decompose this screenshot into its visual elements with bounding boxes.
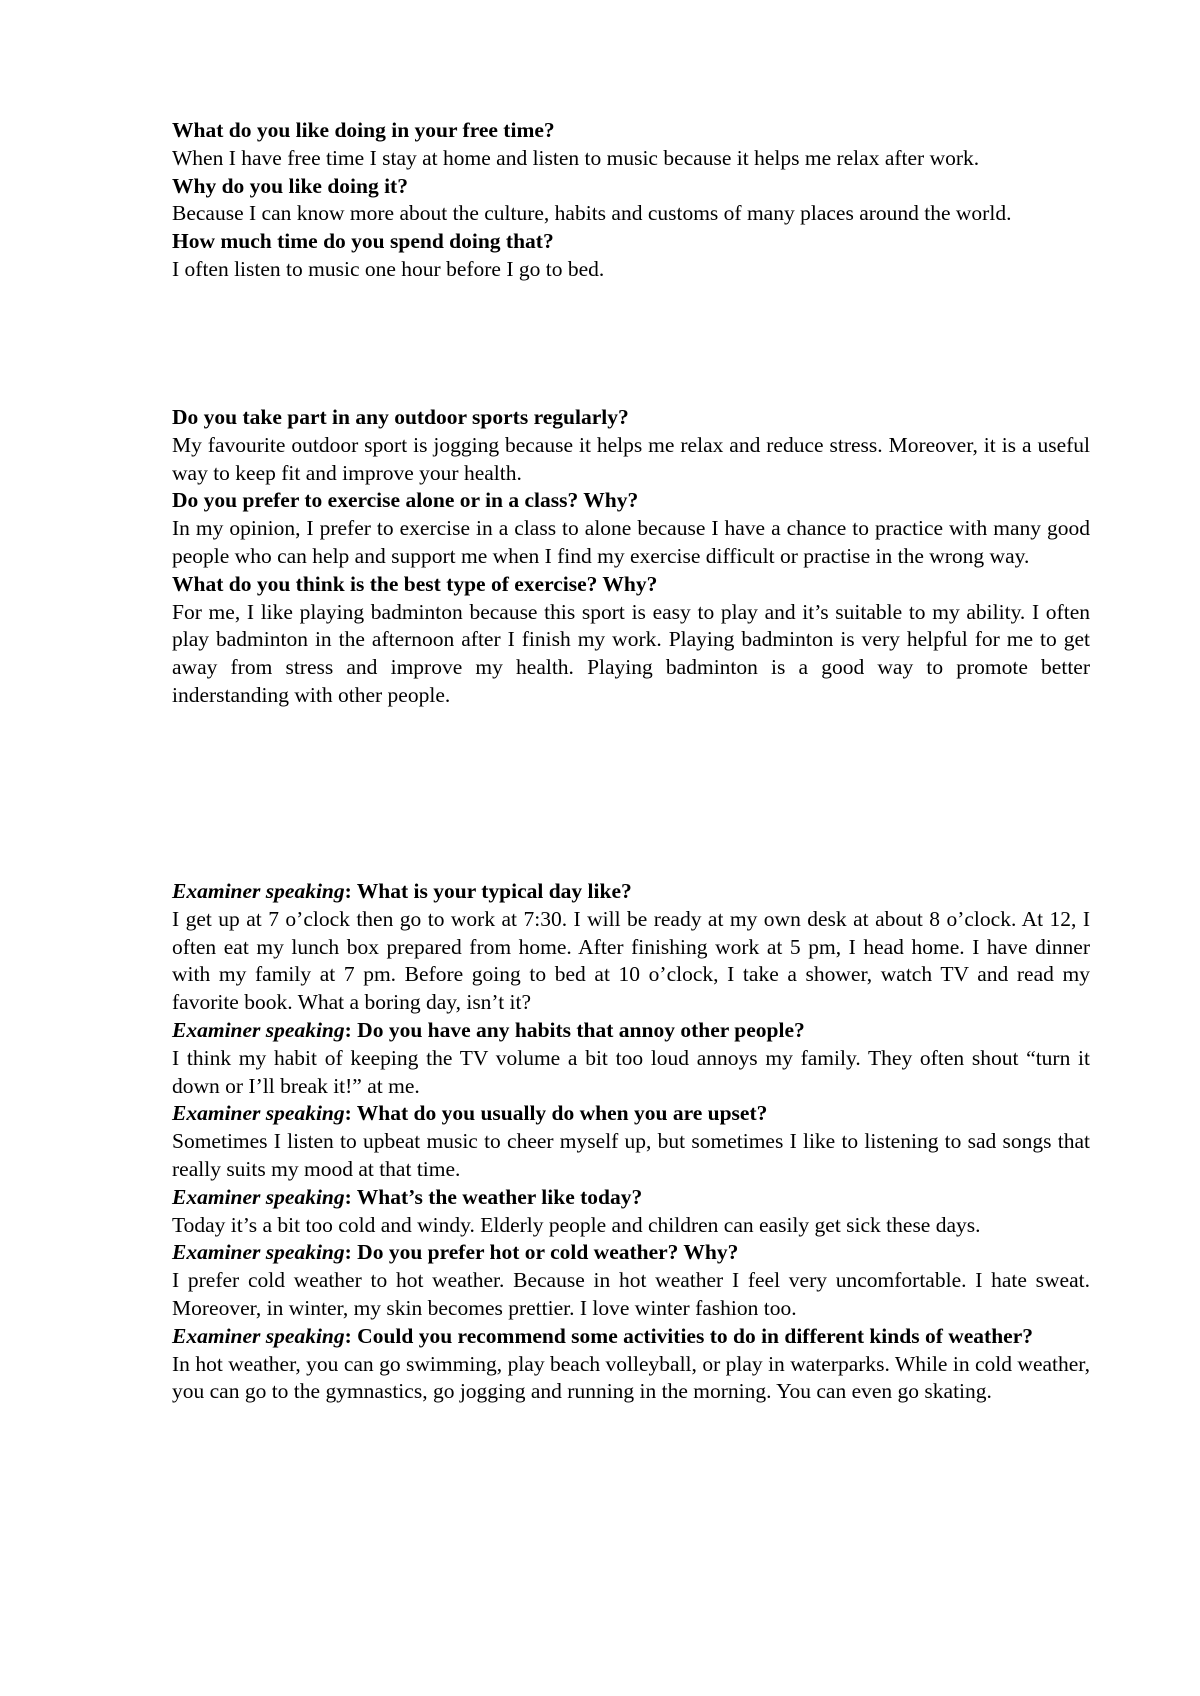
speaker-label: Examiner speaking (172, 1184, 345, 1209)
examiner-question (172, 878, 1090, 906)
question: What do you like doing in your free time? (172, 118, 555, 142)
answer: I get up at 7 o’clock then go to work at 7:30. I will be ready at my own desk at about 8 o’clock. At 12, I often eat my lunch box prepared from home. After finishing work at 5 pm, I head home. I have dinner with my family at 7 pm. Before going to bed at 10 o’clock, I take a shower, watch TV and read my favorite book. What a boring day, isn’t it? (172, 906, 1090, 1015)
examiner-question (172, 1239, 1090, 1267)
examiner-question (172, 1100, 1090, 1128)
answer: Because I can know more about the culture, habits and customs of many places around the world. (172, 201, 1012, 226)
speaker-label: Examiner speaking (172, 1323, 345, 1348)
examiner-question (172, 1184, 1090, 1212)
question: Why do you like doing it? (172, 173, 408, 198)
free-time-section (172, 117, 1090, 284)
separator: : (344, 1017, 358, 1042)
question: Do you prefer to exercise alone or in a class? Why? (172, 488, 639, 513)
answer: Today it’s a bit too cold and windy. Elderly people and children can easily get sick these days. (172, 1212, 981, 1237)
answer: I think my habit of keeping the TV volume a bit too loud annoys my family. They often shout “turn it down or I’ll break it!” at me. (172, 1045, 1090, 1098)
question-text: Do you have any habits that annoy other people? (357, 1017, 805, 1042)
answer: For me, I like playing badminton because this sport is easy to play and it’s suitable to my ability. I often play badminton in the afternoon after I finish my work. Playing badminton is very helpful for me to get away from stress and improve my health. Playing badminton is a good way to promote better inderstanding with other people. (172, 599, 1090, 707)
question-text: What do you usually do when you are upset? (356, 1101, 768, 1126)
answer: I prefer cold weather to hot weather. Because in hot weather I feel very uncomfortable. I hate sweat. Moreover, in winter, my skin becomes prettier. I love winter fashion too. (172, 1268, 1090, 1320)
question: How much time do you spend doing that? (172, 229, 554, 254)
question-text: Do you prefer hot or cold weather? Why? (357, 1240, 739, 1265)
speaker-label: Examiner speaking (172, 1240, 345, 1265)
separator: : (344, 1101, 357, 1126)
examiner-question (172, 1017, 1090, 1045)
separator: : (344, 1323, 358, 1348)
speaker-label: Examiner speaking (172, 1101, 345, 1126)
separator: : (344, 1184, 357, 1209)
examiner-section (172, 878, 1090, 1406)
speaker-label: Examiner speaking (172, 879, 345, 903)
question: What do you think is the best type of exercise? Why? (172, 571, 658, 596)
answer: Sometimes I listen to upbeat music to cheer myself up, but sometimes I like to listening to sad songs that really suits my mood at that time. (172, 1129, 1090, 1181)
question-text: What is your typical day like? (356, 879, 632, 903)
speaker-label: Examiner speaking (172, 1017, 345, 1042)
separator: : (344, 1240, 358, 1265)
answer: I often listen to music one hour before I go to bed. (172, 256, 605, 281)
sports-section (172, 404, 1090, 710)
answer: My favourite outdoor sport is jogging because it helps me relax and reduce stress. Moreover, it is a useful way to keep fit and improve your health. (172, 432, 1090, 485)
answer: When I have free time I stay at home and listen to music because it helps me relax after work. (172, 145, 980, 170)
separator: : (344, 879, 357, 903)
question-text: What’s the weather like today? (356, 1184, 643, 1209)
examiner-question (172, 1323, 1090, 1351)
answer: In my opinion, I prefer to exercise in a class to alone because I have a chance to practice with many good people who can help and support me when I find my exercise difficult or practise in the wrong way. (172, 516, 1090, 568)
answer: In hot weather, you can go swimming, play beach volleyball, or play in waterparks. While in cold weather, you can go to the gymnastics, go jogging and running in the morning. You can even go skating. (172, 1351, 1090, 1404)
question-text: Could you recommend some activities to do in different kinds of weather? (357, 1323, 1033, 1348)
question: Do you take part in any outdoor sports regularly? (172, 405, 629, 429)
